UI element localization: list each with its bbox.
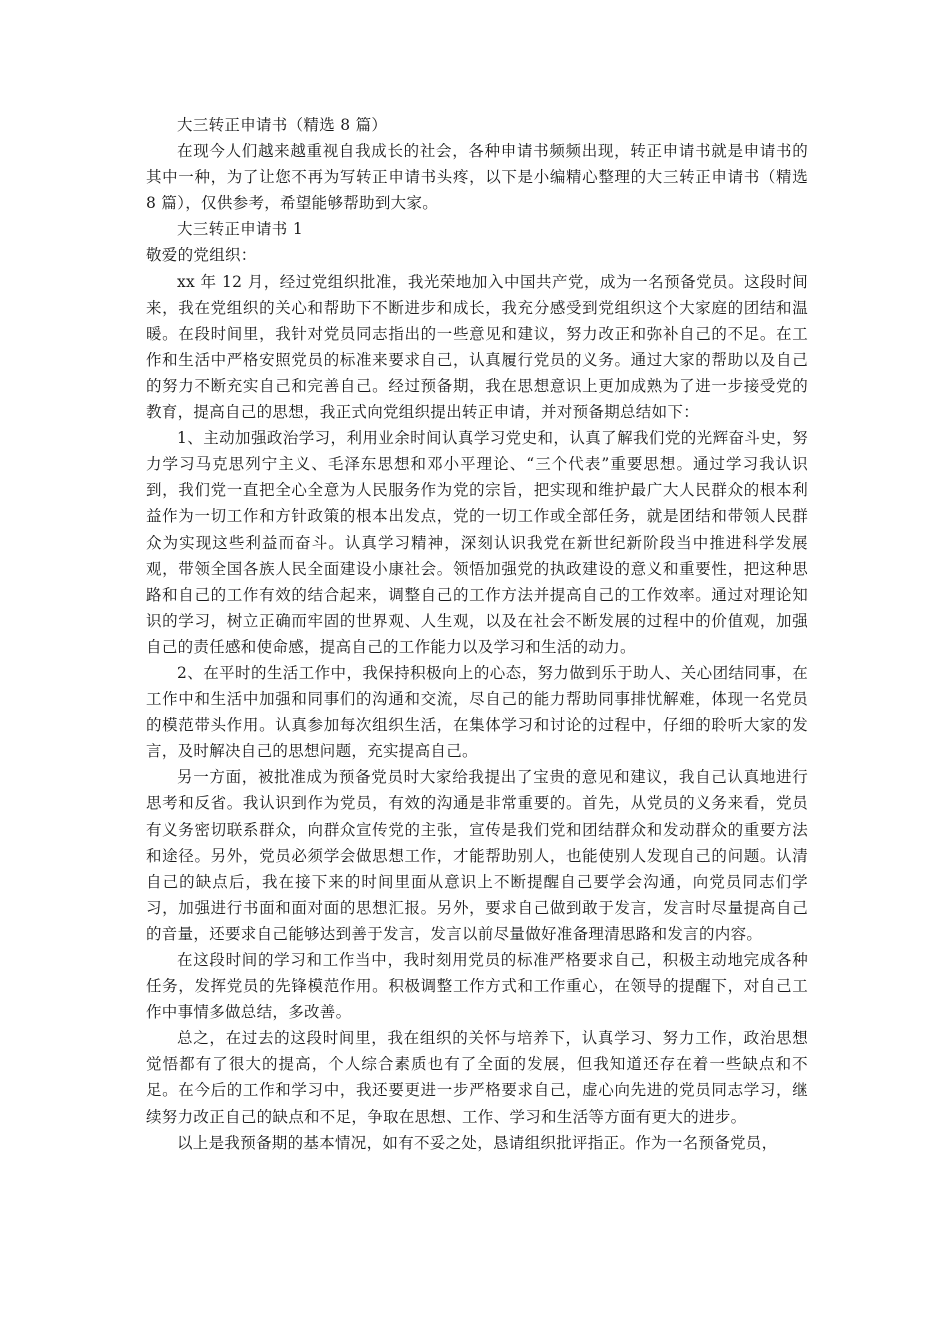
document-title: 大三转正申请书（精选 8 篇）: [177, 116, 388, 134]
body-paragraph: 另一方面，被批准成为预备党员时大家给我提出了宝贵的意见和建议，我自己认真地进行思考和反省。我认识到作为党员，有效的沟通是非常重要的。首先，从党员的义务来看，党员有义务密切联系群众，向群众宣传党的主张，宣传是我们党和团结群众和发动群众的重要方法和途径。另外，党员必须学会做思想工作，才能帮助别人，也能使别人发现自己的问题。认清自己的缺点后，我在接下来的时间里面从意识上不断提醒自己要学会沟通，向党员同志们学习，加强进行书面和面对面的思想汇报。另外，要求自己做到敢于发言，发言时尽量提高自己的音量，还要求自己能够达到善于发言，发言以前尽量做好准备理清思路和发言的内容。: [146, 768, 808, 943]
body-paragraph: 1、主动加强政治学习，利用业余时间认真学习党史和，认真了解我们党的光辉奋斗史，努力学习马克思列宁主义、毛泽东思想和邓小平理论、“三个代表”重要思想。通过学习我认识到，我们党一直把全心全意为人民服务作为党的宗旨，把实现和维护最广大人民群众的根本利益作为一切工作和方针政策的根本出发点，党的一切工作或全部任务，就是团结和带领人民群众为实现这些利益而奋斗。认真学习精神，深刻认识我党在新世纪新阶段当中推进科学发展观，带领全国各族人民全面建设小康社会。领悟加强党的执政建设的意义和重要性，把这种思路和自己的工作有效的结合起来，调整自己的工作方法并提高自己的工作效率。通过对理论知识的学习，树立正确而牢固的世界观、人生观，以及在社会不断发展的过程中的价值观，加强自己的责任感和使命感，提高自己的工作能力以及学习和生活的动力。: [146, 429, 808, 656]
salutation: 敬爱的党组织：: [146, 246, 257, 265]
body-paragraph: xx 年 12 月，经过党组织批准，我光荣地加入中国共产党，成为一名预备党员。这段时间来，我在党组织的关心和帮助下不断进步和成长，我充分感受到党组织这个大家庭的团结和温暖。在段时间里，我针对党员同志指出的一些意见和建议，努力改正和弥补自己的不足。在工作和生活中严格安照党员的标准来要求自己，认真履行党员的义务。通过大家的帮助以及自己的努力不断充实自己和完善自己。经过预备期，我在思想意识上更加成熟为了进一步接受党的教育，提高自己的思想，我正式向党组织提出转正申请，并对预备期总结如下：: [146, 272, 808, 422]
body-paragraph: 以上是我预备期的基本情况，如有不妥之处，恳请组织批评指正。作为一名预备党员，: [177, 1133, 778, 1152]
body-paragraph: 在这段时间的学习和工作当中，我时刻用党员的标准严格要求自己，积极主动地完成各种任务，发挥党员的先锋模范作用。积极调整工作方式和工作重心，在领导的提醒下，对自己工作中事情多做总结，多改善。: [146, 951, 808, 1022]
section-heading: 大三转正申请书 1: [177, 220, 303, 239]
intro-paragraph: 在现今人们越来越重视自我成长的社会，各种申请书频频出现，转正申请书就是申请书的其中一种，为了让您不再为写转正申请书头疼，以下是小编精心整理的大三转正申请书（精选 8 篇），仅供参考，希望能够帮助到大家。: [146, 142, 808, 213]
body-paragraph: 总之，在过去的这段时间里，我在组织的关怀与培养下，认真学习、努力工作，政治思想觉悟都有了很大的提高，个人综合素质也有了全面的发展，但我知道还存在着一些缺点和不足。在今后的工作和学习中，我还要更进一步严格要求自己，虚心向先进的党员同志学习，继续努力改正自己的缺点和不足，争取在思想、工作、学习和生活等方面有更大的进步。: [146, 1029, 808, 1126]
document-body: [146, 112, 808, 1156]
body-paragraph: 2、在平时的生活工作中，我保持积极向上的心态，努力做到乐于助人、关心团结同事，在工作中和生活中加强和同事们的沟通和交流，尽自己的能力帮助同事排忧解难，体现一名党员的模范带头作用。认真参加每次组织生活，在集体学习和讨论的过程中，仔细的聆听大家的发言，及时解决自己的思想问题，充实提高自己。: [146, 663, 808, 761]
